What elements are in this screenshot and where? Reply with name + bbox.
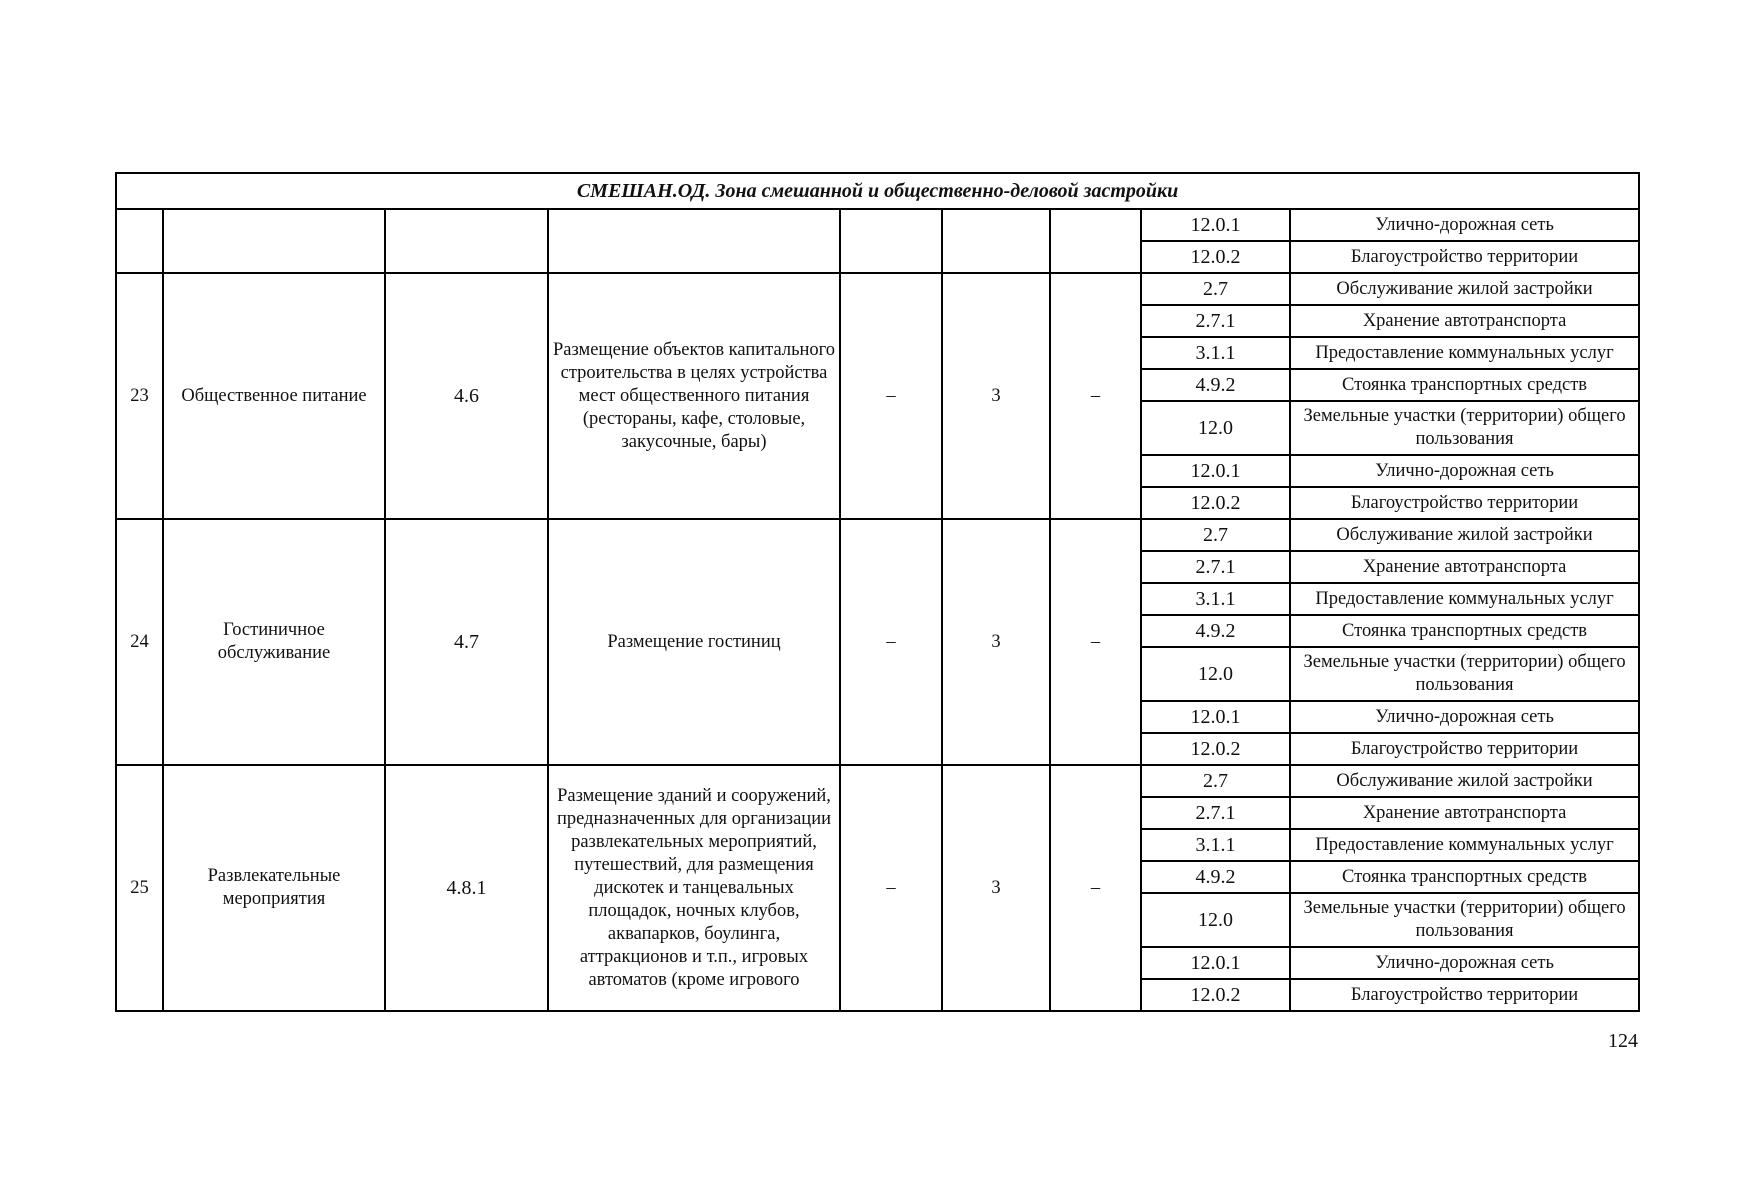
aux-name-cell: Стоянка транспортных средств <box>1290 369 1639 401</box>
aux-name-cell: Стоянка транспортных средств <box>1290 861 1639 893</box>
description-cell: Размещение зданий и сооружений, предназначенных для организации развлекательных мероприятий, путешествий, для размещения дискотек и танцевальных площадок, ночных клубов, аквапарков, боулинга, аттракционов и т.п., игровых автоматов (кроме игрового <box>548 765 840 1011</box>
table-title: СМЕШАН.ОД. Зона смешанной и общественно-деловой застройки <box>116 173 1639 209</box>
aux-code-cell: 2.7 <box>1141 519 1290 551</box>
use-code-cell: 4.8.1 <box>385 765 548 1011</box>
aux-code-cell: 12.0.1 <box>1141 455 1290 487</box>
row-number-cell: 25 <box>116 765 163 1011</box>
table-row <box>116 519 1639 551</box>
row-number-cell: 23 <box>116 273 163 519</box>
use-name-cell: Общественное питание <box>163 273 385 519</box>
aux-code-cell: 3.1.1 <box>1141 829 1290 861</box>
use-name-cell: Гостиничное обслуживание <box>163 519 385 765</box>
empty-cell <box>942 209 1050 273</box>
aux-code-cell: 2.7.1 <box>1141 797 1290 829</box>
param-cell-7: – <box>1050 273 1141 519</box>
aux-name-cell: Хранение автотранспорта <box>1290 305 1639 337</box>
aux-name-cell: Хранение автотранспорта <box>1290 551 1639 583</box>
param-cell-6: 3 <box>942 519 1050 765</box>
zone-table <box>115 172 1640 1012</box>
aux-name-cell: Стоянка транспортных средств <box>1290 615 1639 647</box>
page-number: 124 <box>1608 1030 1638 1052</box>
param-cell-5: – <box>840 519 942 765</box>
aux-code-cell: 2.7.1 <box>1141 305 1290 337</box>
aux-name-cell: Предоставление коммунальных услуг <box>1290 583 1639 615</box>
aux-name-cell: Улично-дорожная сеть <box>1290 701 1639 733</box>
param-cell-7: – <box>1050 519 1141 765</box>
table-row <box>116 273 1639 305</box>
aux-name-cell: Хранение автотранспорта <box>1290 797 1639 829</box>
empty-cell <box>385 209 548 273</box>
aux-name-cell: Благоустройство территории <box>1290 241 1639 273</box>
aux-code-cell: 12.0.1 <box>1141 947 1290 979</box>
param-cell-7: – <box>1050 765 1141 1011</box>
aux-name-cell: Благоустройство территории <box>1290 487 1639 519</box>
aux-code-cell: 2.7 <box>1141 765 1290 797</box>
aux-name-cell: Улично-дорожная сеть <box>1290 947 1639 979</box>
row-number-cell: 24 <box>116 519 163 765</box>
aux-name-cell: Улично-дорожная сеть <box>1290 455 1639 487</box>
empty-cell <box>840 209 942 273</box>
param-cell-6: 3 <box>942 273 1050 519</box>
aux-code-cell: 12.0 <box>1141 401 1290 455</box>
aux-name-cell: Обслуживание жилой застройки <box>1290 273 1639 305</box>
aux-code-cell: 4.9.2 <box>1141 615 1290 647</box>
aux-code-cell: 12.0.2 <box>1141 487 1290 519</box>
aux-name-cell: Земельные участки (территории) общего пользования <box>1290 647 1639 701</box>
aux-code-cell: 4.9.2 <box>1141 369 1290 401</box>
description-cell: Размещение гостиниц <box>548 519 840 765</box>
empty-cell <box>1050 209 1141 273</box>
aux-name-cell: Улично-дорожная сеть <box>1290 209 1639 241</box>
aux-name-cell: Земельные участки (территории) общего пользования <box>1290 401 1639 455</box>
use-code-cell: 4.7 <box>385 519 548 765</box>
aux-code-cell: 12.0.1 <box>1141 701 1290 733</box>
aux-code-cell: 4.9.2 <box>1141 861 1290 893</box>
empty-cell <box>116 209 163 273</box>
param-cell-6: 3 <box>942 765 1050 1011</box>
aux-code-cell: 12.0.2 <box>1141 733 1290 765</box>
param-cell-5: – <box>840 765 942 1011</box>
aux-code-cell: 12.0.2 <box>1141 241 1290 273</box>
aux-code-cell: 12.0 <box>1141 893 1290 947</box>
aux-code-cell: 3.1.1 <box>1141 337 1290 369</box>
aux-code-cell: 12.0 <box>1141 647 1290 701</box>
use-name-cell: Развлекательные мероприятия <box>163 765 385 1011</box>
use-code-cell: 4.6 <box>385 273 548 519</box>
aux-code-cell: 2.7.1 <box>1141 551 1290 583</box>
aux-code-cell: 3.1.1 <box>1141 583 1290 615</box>
empty-cell <box>163 209 385 273</box>
param-cell-5: – <box>840 273 942 519</box>
aux-name-cell: Предоставление коммунальных услуг <box>1290 337 1639 369</box>
aux-name-cell: Земельные участки (территории) общего пользования <box>1290 893 1639 947</box>
aux-name-cell: Благоустройство территории <box>1290 979 1639 1011</box>
aux-name-cell: Обслуживание жилой застройки <box>1290 765 1639 797</box>
aux-name-cell: Предоставление коммунальных услуг <box>1290 829 1639 861</box>
aux-name-cell: Обслуживание жилой застройки <box>1290 519 1639 551</box>
description-cell: Размещение объектов капитального строительства в целях устройства мест общественного питания (рестораны, кафе, столовые, закусочные, бары) <box>548 273 840 519</box>
aux-code-cell: 12.0.1 <box>1141 209 1290 241</box>
aux-code-cell: 12.0.2 <box>1141 979 1290 1011</box>
empty-cell <box>548 209 840 273</box>
aux-name-cell: Благоустройство территории <box>1290 733 1639 765</box>
aux-code-cell: 2.7 <box>1141 273 1290 305</box>
table-row <box>116 765 1639 797</box>
